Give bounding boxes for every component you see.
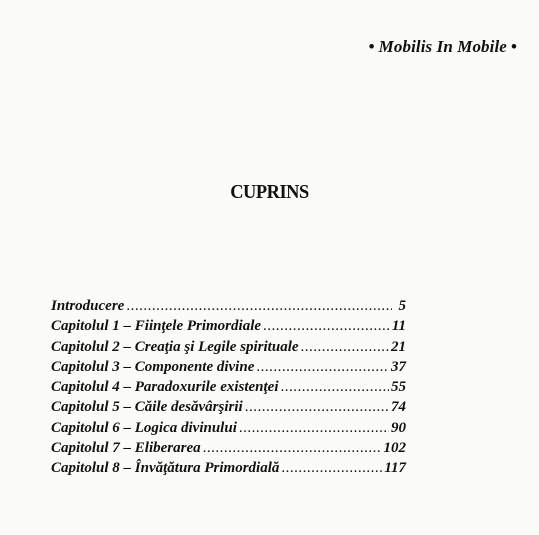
- toc-leader-dots: [281, 377, 389, 397]
- toc-entry-label: Capitolul 5 – Căile desăvârşirii: [51, 399, 243, 416]
- table-of-contents: [51, 296, 406, 479]
- toc-entry-label: Capitolul 4 – Paradoxurile existenţei: [51, 379, 279, 396]
- toc-entry-page: 37: [391, 358, 406, 375]
- toc-entry-chapter-1: [51, 316, 406, 336]
- toc-leader-dots: [239, 418, 389, 438]
- toc-leader-dots: [245, 397, 389, 417]
- toc-entry-page: 102: [383, 440, 406, 457]
- toc-leader-dots: [263, 316, 390, 336]
- toc-entry-chapter-8: [51, 458, 406, 478]
- toc-entry-chapter-3: [51, 357, 406, 377]
- toc-leader-dots: [203, 438, 382, 458]
- toc-entry-chapter-4: [51, 377, 406, 397]
- toc-entry-label: Capitolul 3 – Componente divine: [51, 358, 255, 375]
- toc-entry-label: Introducere: [51, 298, 125, 314]
- toc-entry-label: Capitolul 2 – Creaţia şi Legile spirituale: [51, 338, 299, 355]
- toc-entry-chapter-2: [51, 337, 406, 357]
- toc-entry-page: 117: [384, 460, 406, 477]
- toc-entry-label: Capitolul 8 – Învăţătura Primordială: [51, 460, 280, 477]
- toc-entry-label: Capitolul 1 – Fiinţele Primordiale: [51, 318, 262, 335]
- toc-entry-chapter-5: [51, 397, 406, 417]
- toc-leader-dots: [301, 337, 389, 357]
- page-title: CUPRINS: [230, 181, 309, 203]
- toc-entry-label: Capitolul 6 – Logica divinului: [51, 419, 237, 436]
- toc-leader-dots: [256, 357, 389, 377]
- toc-entry-chapter-6: [51, 418, 406, 438]
- toc-leader-dots: [126, 296, 392, 316]
- header-bullet-right: •: [510, 37, 517, 56]
- toc-leader-dots: [281, 458, 382, 478]
- toc-entry-label: Capitolul 7 – Eliberarea: [51, 440, 201, 457]
- toc-entry-page: 11: [391, 318, 406, 335]
- toc-entry-introducere: [51, 296, 406, 316]
- header-bullet-left: •: [368, 37, 375, 56]
- toc-entry-page: 21: [391, 338, 406, 355]
- toc-entry-page: 5: [398, 298, 406, 314]
- toc-entry-page: 55: [391, 379, 406, 396]
- toc-entry-chapter-7: [51, 438, 406, 458]
- toc-entry-page: 74: [391, 399, 406, 416]
- running-header: [365, 37, 521, 57]
- toc-entry-page: 90: [391, 419, 406, 436]
- book-title: Mobilis In Mobile: [378, 37, 507, 56]
